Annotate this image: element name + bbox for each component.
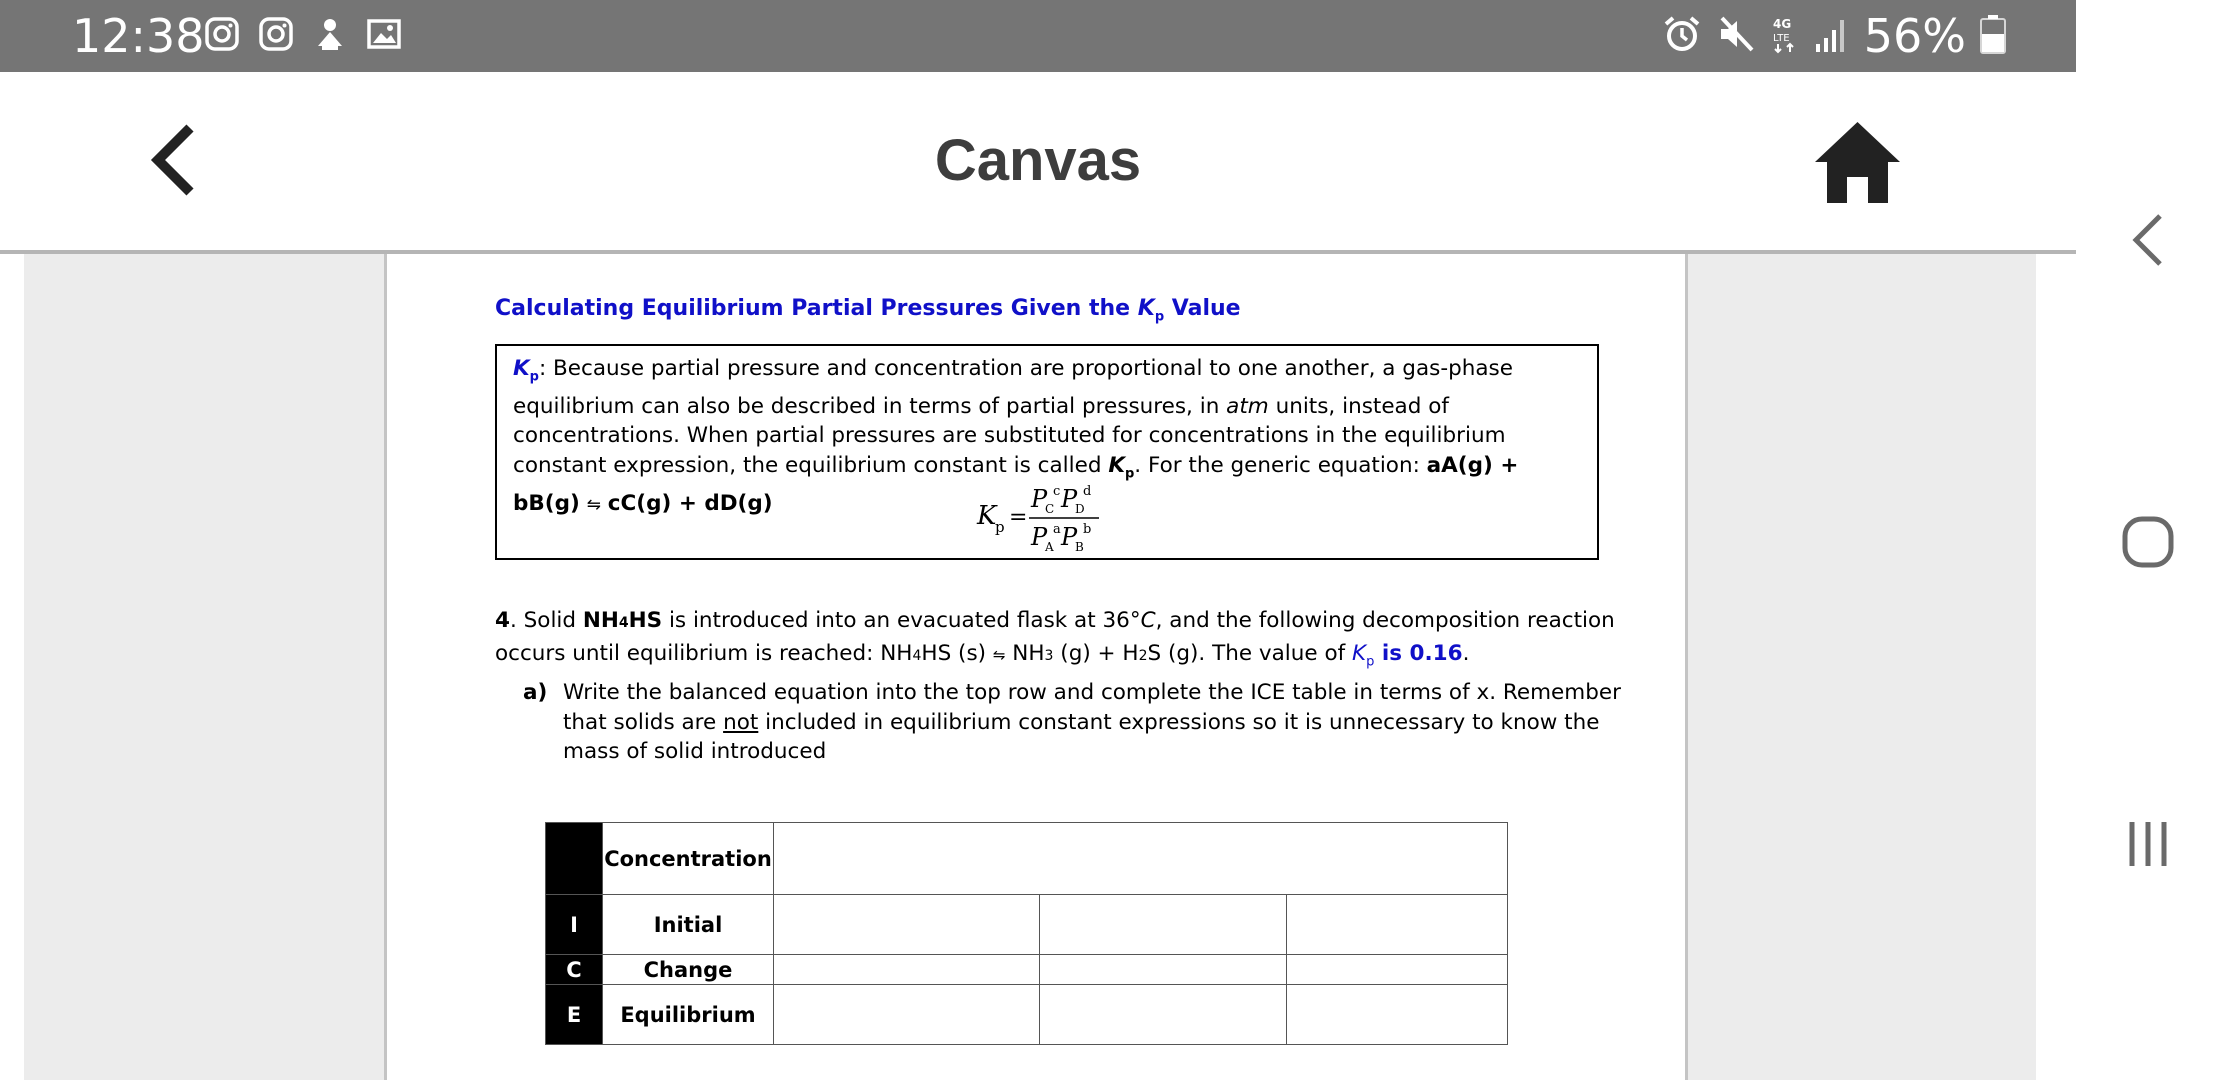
ice-cell[interactable] <box>1040 955 1287 985</box>
home-circle-icon <box>2118 512 2178 572</box>
document-viewer[interactable] <box>24 254 2036 1080</box>
ice-cell[interactable] <box>1287 955 1508 985</box>
svg-text:b: b <box>1083 522 1092 537</box>
question-4-text: 4. Solid NH4HS is introduced into an evacuated flask at 36°C, and the following decomposition reaction occurs until equilibrium is reached: NH4HS (s) ⇋ NH3 (g) + H2S (g). The value of $K_p$ is 0.16. <box>495 608 1615 669</box>
instagram-icon <box>256 14 296 54</box>
svg-text:=: = <box>1009 505 1028 530</box>
home-nav-button[interactable] <box>2098 492 2198 592</box>
ice-cell[interactable] <box>774 955 1040 985</box>
mute-icon <box>1716 14 1756 58</box>
svg-text:K: K <box>977 501 997 531</box>
kp-definition-box <box>495 344 1599 560</box>
table-row: E Equilibrium <box>546 985 1508 1045</box>
home-button[interactable] <box>1810 117 1905 207</box>
home-icon <box>1810 117 1905 207</box>
ice-header-label: Concentration <box>603 823 774 895</box>
battery-icon <box>1980 14 2006 58</box>
svg-text:P: P <box>1031 523 1048 551</box>
system-status <box>1662 6 2006 66</box>
recents-nav-button[interactable] <box>2098 794 2198 894</box>
app-bar <box>0 72 2076 254</box>
ice-cell[interactable] <box>1287 895 1508 955</box>
notification-icons <box>202 14 404 54</box>
ice-cell[interactable] <box>774 895 1040 955</box>
svg-text:LTE: LTE <box>1772 33 1790 44</box>
document-page <box>384 254 1688 1080</box>
notification-icon <box>310 14 350 54</box>
ice-cell[interactable] <box>774 985 1040 1045</box>
svg-text:a: a <box>1053 522 1061 537</box>
question-a-text: a) Write the balanced equation into the top row and complete the ICE table in terms of x. Remember that solids are not included in equilibrium constant expressions so it is unnecessary to know the mass of solid introduced <box>523 680 1621 764</box>
svg-text:C: C <box>1045 502 1055 516</box>
ice-table <box>545 822 1508 1045</box>
svg-text:A: A <box>1045 540 1054 554</box>
status-bar <box>0 0 2076 72</box>
kp-definition-text: $K_p$: Because partial pressure and concentration are proportional to one another, a gas-phase equilibrium can also be described in terms of partial pressures, in atm units, instead of concentrations. When partial pressures are substituted for concentrations in the equilibrium constant expression, the equilibrium constant is called $K_p$. For the generic equation: aA(g) + bB(g) ⇋ cC(g) + dD(g) <box>513 356 1519 516</box>
ice-header-row <box>546 823 1508 895</box>
ice-cell[interactable] <box>1040 985 1287 1045</box>
signal-icon <box>1814 14 1850 58</box>
back-nav-button[interactable] <box>2098 190 2198 290</box>
image-icon <box>364 14 404 54</box>
ice-cell[interactable] <box>1287 985 1508 1045</box>
page-title: Canvas <box>934 128 1142 193</box>
instagram-icon <box>202 14 242 54</box>
svg-text:p: p <box>995 518 1005 536</box>
lte-icon <box>1770 14 1800 58</box>
section-heading: Calculating Equilibrium Partial Pressures Given the $K_p$ Value <box>495 296 1241 325</box>
svg-text:B: B <box>1075 540 1084 554</box>
status-time: 12:38 <box>72 9 205 63</box>
table-row: C Change <box>546 955 1508 985</box>
svg-text:c: c <box>1053 484 1061 499</box>
svg-text:P: P <box>1061 485 1078 513</box>
recents-icon <box>2118 814 2178 874</box>
svg-text:P: P <box>1031 485 1048 513</box>
svg-text:D: D <box>1075 502 1085 516</box>
svg-text:d: d <box>1083 484 1092 499</box>
svg-text:P: P <box>1061 523 1078 551</box>
system-nav-bar <box>2076 0 2220 1080</box>
chevron-left-icon <box>2128 210 2168 270</box>
battery-percent: 56% <box>1863 9 1966 63</box>
svg-text:4G: 4G <box>1772 17 1791 31</box>
kp-formula <box>975 482 1115 554</box>
alarm-icon <box>1662 14 1702 58</box>
equation-cell[interactable] <box>774 823 1508 895</box>
ice-cell[interactable] <box>1040 895 1287 955</box>
table-row: I Initial <box>546 895 1508 955</box>
